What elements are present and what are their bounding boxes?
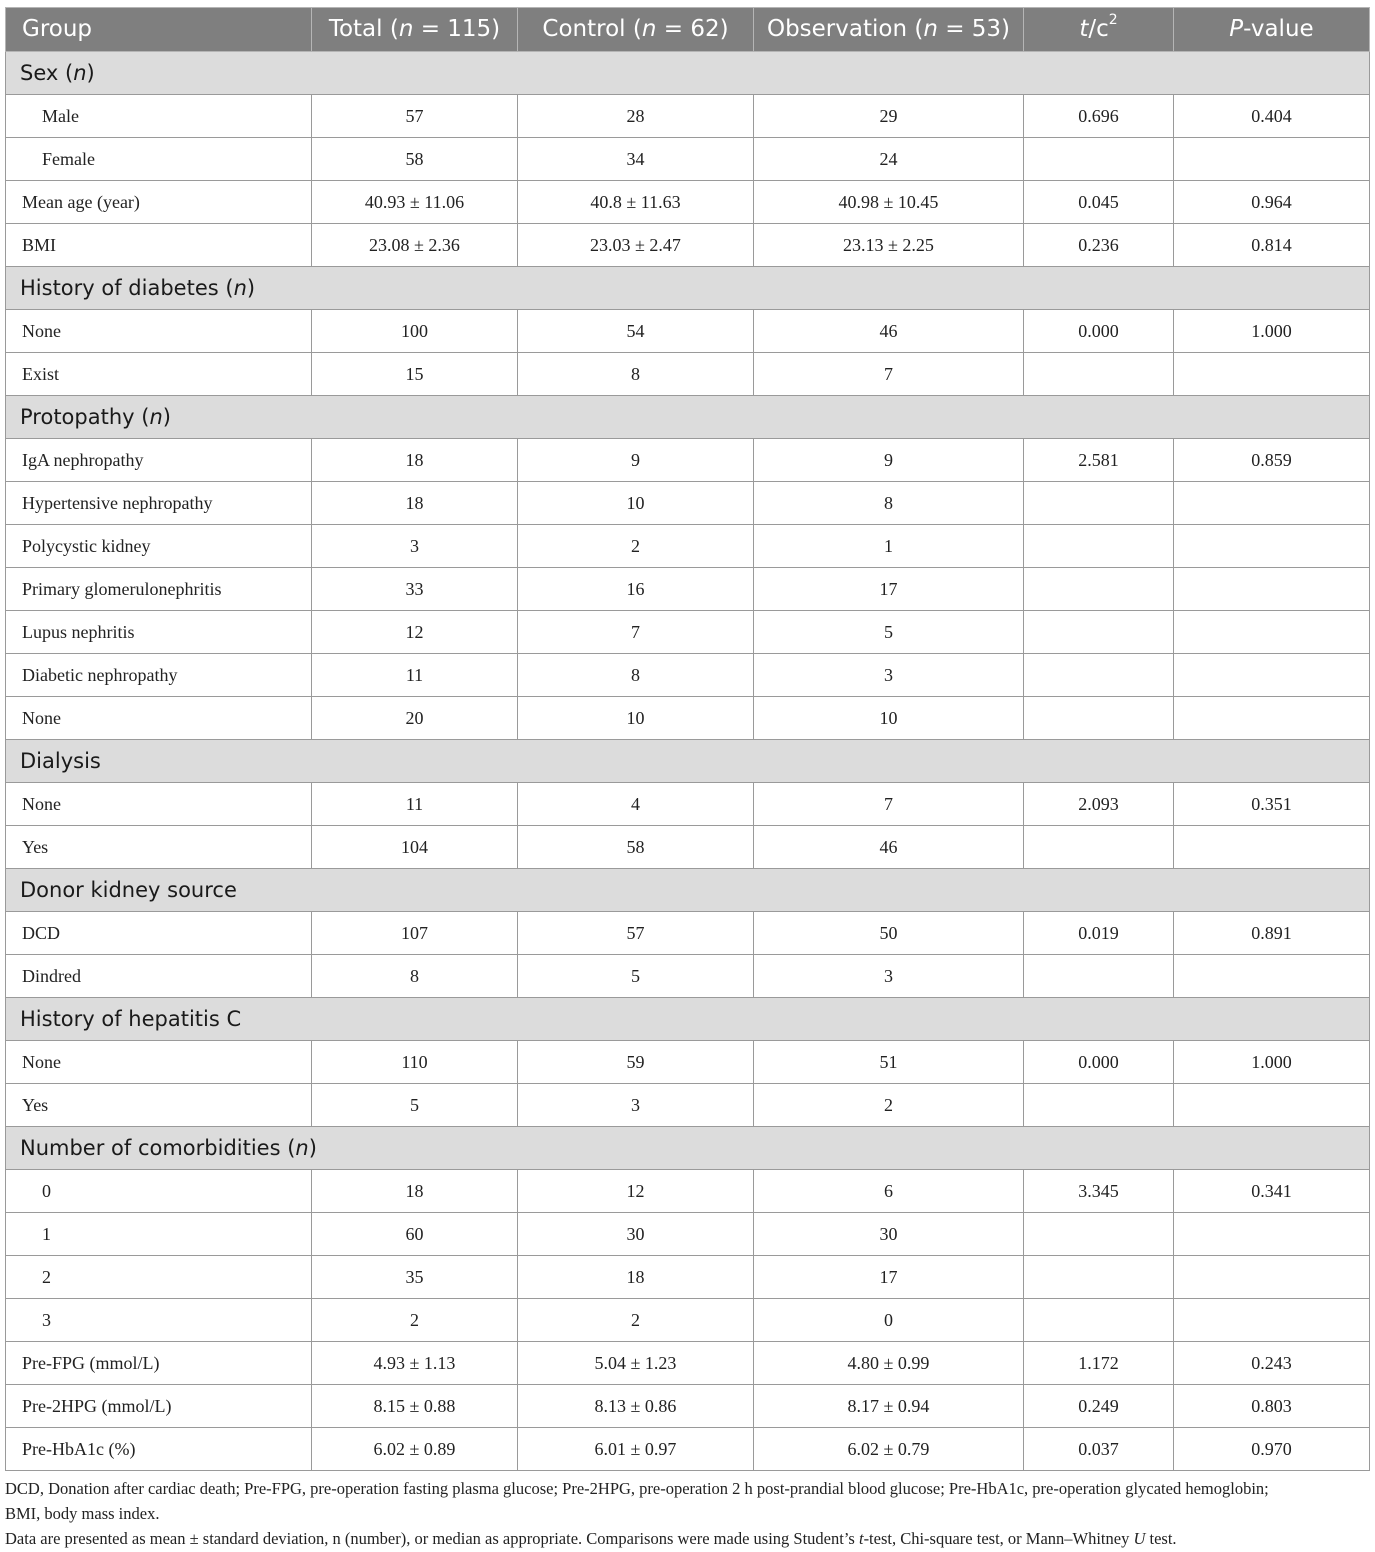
cell-label: None <box>6 310 312 353</box>
cell-p-value <box>1174 611 1370 654</box>
cell-observation: 29 <box>754 95 1024 138</box>
cell-total: 3 <box>312 525 518 568</box>
cell-p-value <box>1174 1256 1370 1299</box>
cell-total: 5 <box>312 1084 518 1127</box>
cell-p-value <box>1174 955 1370 998</box>
cell-statistic <box>1024 654 1174 697</box>
cell-statistic <box>1024 955 1174 998</box>
cell-observation: 6 <box>754 1170 1024 1213</box>
table-row <box>6 138 1370 181</box>
cell-p-value: 0.891 <box>1174 912 1370 955</box>
table-row <box>6 697 1370 740</box>
cell-control: 54 <box>518 310 754 353</box>
table-row <box>6 654 1370 697</box>
cell-p-value: 0.351 <box>1174 783 1370 826</box>
header-total: Total (n = 115) <box>312 8 518 52</box>
cell-statistic <box>1024 138 1174 181</box>
cell-total: 2 <box>312 1299 518 1342</box>
cell-p-value: 0.243 <box>1174 1342 1370 1385</box>
cell-total: 40.93 ± 11.06 <box>312 181 518 224</box>
table-row <box>6 783 1370 826</box>
cell-label: Yes <box>6 1084 312 1127</box>
cell-statistic: 0.000 <box>1024 1041 1174 1084</box>
cell-p-value <box>1174 482 1370 525</box>
cell-p-value: 1.000 <box>1174 1041 1370 1084</box>
cell-p-value: 0.814 <box>1174 224 1370 267</box>
cell-control: 2 <box>518 525 754 568</box>
cell-observation: 1 <box>754 525 1024 568</box>
cell-label: DCD <box>6 912 312 955</box>
cell-total: 104 <box>312 826 518 869</box>
cell-label: Pre-HbA1c (%) <box>6 1428 312 1471</box>
cell-p-value: 0.341 <box>1174 1170 1370 1213</box>
table-row <box>6 1041 1370 1084</box>
table-row <box>6 568 1370 611</box>
cell-label: None <box>6 1041 312 1084</box>
cell-control: 6.01 ± 0.97 <box>518 1428 754 1471</box>
cell-total: 11 <box>312 654 518 697</box>
cell-control: 59 <box>518 1041 754 1084</box>
cell-statistic <box>1024 353 1174 396</box>
cell-statistic <box>1024 826 1174 869</box>
cell-p-value: 0.803 <box>1174 1385 1370 1428</box>
section-number-of-comorbidities: Number of comorbidities (n) <box>6 1127 1370 1170</box>
cell-observation: 17 <box>754 1256 1024 1299</box>
cell-total: 18 <box>312 439 518 482</box>
cell-control: 10 <box>518 482 754 525</box>
cell-statistic <box>1024 697 1174 740</box>
cell-control: 5.04 ± 1.23 <box>518 1342 754 1385</box>
table-row <box>6 310 1370 353</box>
cell-statistic: 0.037 <box>1024 1428 1174 1471</box>
cell-p-value: 0.964 <box>1174 181 1370 224</box>
cell-p-value <box>1174 654 1370 697</box>
cell-control: 12 <box>518 1170 754 1213</box>
cell-statistic: 0.019 <box>1024 912 1174 955</box>
cell-statistic: 0.236 <box>1024 224 1174 267</box>
cell-total: 57 <box>312 95 518 138</box>
cell-label: Female <box>6 138 312 181</box>
cell-label: None <box>6 783 312 826</box>
baseline-characteristics-table <box>5 7 1370 1471</box>
cell-label: Mean age (year) <box>6 181 312 224</box>
cell-p-value <box>1174 1084 1370 1127</box>
cell-total: 33 <box>312 568 518 611</box>
cell-label: Pre-FPG (mmol/L) <box>6 1342 312 1385</box>
cell-statistic: 1.172 <box>1024 1342 1174 1385</box>
cell-total: 6.02 ± 0.89 <box>312 1428 518 1471</box>
cell-statistic: 0.696 <box>1024 95 1174 138</box>
cell-statistic <box>1024 525 1174 568</box>
footnote-bmi: BMI, body mass index. <box>5 1504 160 1523</box>
cell-statistic: 0.045 <box>1024 181 1174 224</box>
cell-label: 2 <box>6 1256 312 1299</box>
cell-control: 8 <box>518 654 754 697</box>
cell-label: None <box>6 697 312 740</box>
table-row <box>6 181 1370 224</box>
cell-label: Dindred <box>6 955 312 998</box>
table-row <box>6 1256 1370 1299</box>
cell-total: 18 <box>312 1170 518 1213</box>
cell-statistic <box>1024 1299 1174 1342</box>
cell-control: 8.13 ± 0.86 <box>518 1385 754 1428</box>
cell-observation: 6.02 ± 0.79 <box>754 1428 1024 1471</box>
cell-p-value <box>1174 826 1370 869</box>
section-history-of-hepatitis-c: History of hepatitis C <box>6 998 1370 1041</box>
cell-observation: 4.80 ± 0.99 <box>754 1342 1024 1385</box>
cell-total: 8 <box>312 955 518 998</box>
cell-statistic: 3.345 <box>1024 1170 1174 1213</box>
cell-p-value <box>1174 353 1370 396</box>
section-dialysis: Dialysis <box>6 740 1370 783</box>
cell-p-value: 0.859 <box>1174 439 1370 482</box>
cell-observation: 5 <box>754 611 1024 654</box>
cell-total: 23.08 ± 2.36 <box>312 224 518 267</box>
table-row <box>6 1299 1370 1342</box>
cell-statistic <box>1024 1256 1174 1299</box>
cell-observation: 3 <box>754 955 1024 998</box>
cell-control: 7 <box>518 611 754 654</box>
table-row <box>6 955 1370 998</box>
header-p-value: P-value <box>1174 8 1370 52</box>
cell-control: 30 <box>518 1213 754 1256</box>
footnote-methods: Data are presented as mean ± standard deviation, n (number), or median as appropriate. Comparisons were made using Student’s t-test, Chi-square test, or Mann–Whitney U test. <box>5 1529 1177 1548</box>
cell-observation: 7 <box>754 353 1024 396</box>
cell-total: 8.15 ± 0.88 <box>312 1385 518 1428</box>
cell-label: Diabetic nephropathy <box>6 654 312 697</box>
section-history-of-diabetes: History of diabetes (n) <box>6 267 1370 310</box>
cell-control: 28 <box>518 95 754 138</box>
cell-label: Lupus nephritis <box>6 611 312 654</box>
cell-total: 18 <box>312 482 518 525</box>
cell-p-value <box>1174 138 1370 181</box>
cell-control: 57 <box>518 912 754 955</box>
table-row <box>6 1084 1370 1127</box>
cell-p-value <box>1174 525 1370 568</box>
cell-control: 16 <box>518 568 754 611</box>
cell-label: 3 <box>6 1299 312 1342</box>
cell-control: 4 <box>518 783 754 826</box>
table-row <box>6 1342 1370 1385</box>
section-sex: Sex (n) <box>6 52 1370 95</box>
cell-label: Yes <box>6 826 312 869</box>
table-row <box>6 439 1370 482</box>
cell-total: 107 <box>312 912 518 955</box>
cell-label: Pre-2HPG (mmol/L) <box>6 1385 312 1428</box>
cell-observation: 2 <box>754 1084 1024 1127</box>
cell-observation: 46 <box>754 310 1024 353</box>
footnote-abbreviations: DCD, Donation after cardiac death; Pre-FPG, pre-operation fasting plasma glucose; Pre-2HPG, pre-operation 2 h post-prandial blood glucose; Pre-HbA1c, pre-operation glycated hemoglobin; <box>5 1479 1269 1498</box>
cell-label: Polycystic kidney <box>6 525 312 568</box>
section-donor-kidney-source: Donor kidney source <box>6 869 1370 912</box>
cell-total: 60 <box>312 1213 518 1256</box>
cell-p-value <box>1174 697 1370 740</box>
cell-observation: 8.17 ± 0.94 <box>754 1385 1024 1428</box>
cell-total: 12 <box>312 611 518 654</box>
header-control: Control (n = 62) <box>518 8 754 52</box>
cell-statistic <box>1024 568 1174 611</box>
cell-total: 4.93 ± 1.13 <box>312 1342 518 1385</box>
cell-label: BMI <box>6 224 312 267</box>
header-statistic: $t/c^2$ <box>1024 8 1174 52</box>
table-row <box>6 95 1370 138</box>
table-row <box>6 826 1370 869</box>
cell-total: 58 <box>312 138 518 181</box>
cell-statistic <box>1024 611 1174 654</box>
cell-observation: 17 <box>754 568 1024 611</box>
cell-observation: 9 <box>754 439 1024 482</box>
cell-p-value: 0.970 <box>1174 1428 1370 1471</box>
cell-control: 34 <box>518 138 754 181</box>
cell-observation: 3 <box>754 654 1024 697</box>
header-observation: Observation (n = 53) <box>754 8 1024 52</box>
cell-label: Exist <box>6 353 312 396</box>
cell-observation: 10 <box>754 697 1024 740</box>
cell-p-value: 1.000 <box>1174 310 1370 353</box>
cell-statistic: 0.000 <box>1024 310 1174 353</box>
cell-p-value <box>1174 1299 1370 1342</box>
cell-label: 0 <box>6 1170 312 1213</box>
cell-statistic: 2.093 <box>1024 783 1174 826</box>
cell-observation: 30 <box>754 1213 1024 1256</box>
cell-total: 11 <box>312 783 518 826</box>
header-group: Group <box>6 8 312 52</box>
table-row <box>6 1170 1370 1213</box>
cell-total: 15 <box>312 353 518 396</box>
cell-observation: 24 <box>754 138 1024 181</box>
cell-observation: 40.98 ± 10.45 <box>754 181 1024 224</box>
table-row <box>6 482 1370 525</box>
cell-label: 1 <box>6 1213 312 1256</box>
table-row <box>6 611 1370 654</box>
cell-statistic <box>1024 1213 1174 1256</box>
cell-p-value <box>1174 568 1370 611</box>
cell-control: 9 <box>518 439 754 482</box>
cell-statistic <box>1024 1084 1174 1127</box>
cell-statistic <box>1024 482 1174 525</box>
cell-control: 40.8 ± 11.63 <box>518 181 754 224</box>
cell-total: 110 <box>312 1041 518 1084</box>
cell-observation: 51 <box>754 1041 1024 1084</box>
table-row <box>6 912 1370 955</box>
cell-total: 20 <box>312 697 518 740</box>
table-row <box>6 1213 1370 1256</box>
table-row <box>6 1385 1370 1428</box>
cell-statistic: 0.249 <box>1024 1385 1174 1428</box>
cell-total: 100 <box>312 310 518 353</box>
cell-label: Primary glomerulonephritis <box>6 568 312 611</box>
cell-control: 5 <box>518 955 754 998</box>
cell-observation: 8 <box>754 482 1024 525</box>
cell-control: 10 <box>518 697 754 740</box>
table-row <box>6 353 1370 396</box>
cell-observation: 50 <box>754 912 1024 955</box>
cell-observation: 7 <box>754 783 1024 826</box>
cell-p-value: 0.404 <box>1174 95 1370 138</box>
cell-control: 2 <box>518 1299 754 1342</box>
cell-label: Male <box>6 95 312 138</box>
cell-observation: 23.13 ± 2.25 <box>754 224 1024 267</box>
cell-control: 18 <box>518 1256 754 1299</box>
cell-p-value <box>1174 1213 1370 1256</box>
table-row <box>6 525 1370 568</box>
cell-control: 8 <box>518 353 754 396</box>
cell-total: 35 <box>312 1256 518 1299</box>
table-row <box>6 224 1370 267</box>
section-protopathy: Protopathy (n) <box>6 396 1370 439</box>
cell-observation: 46 <box>754 826 1024 869</box>
cell-statistic: 2.581 <box>1024 439 1174 482</box>
cell-label: Hypertensive nephropathy <box>6 482 312 525</box>
cell-control: 3 <box>518 1084 754 1127</box>
cell-observation: 0 <box>754 1299 1024 1342</box>
cell-label: IgA nephropathy <box>6 439 312 482</box>
cell-control: 23.03 ± 2.47 <box>518 224 754 267</box>
table-row <box>6 1428 1370 1471</box>
table-footnote <box>5 1476 1371 1551</box>
header-row <box>6 8 1370 52</box>
cell-control: 58 <box>518 826 754 869</box>
